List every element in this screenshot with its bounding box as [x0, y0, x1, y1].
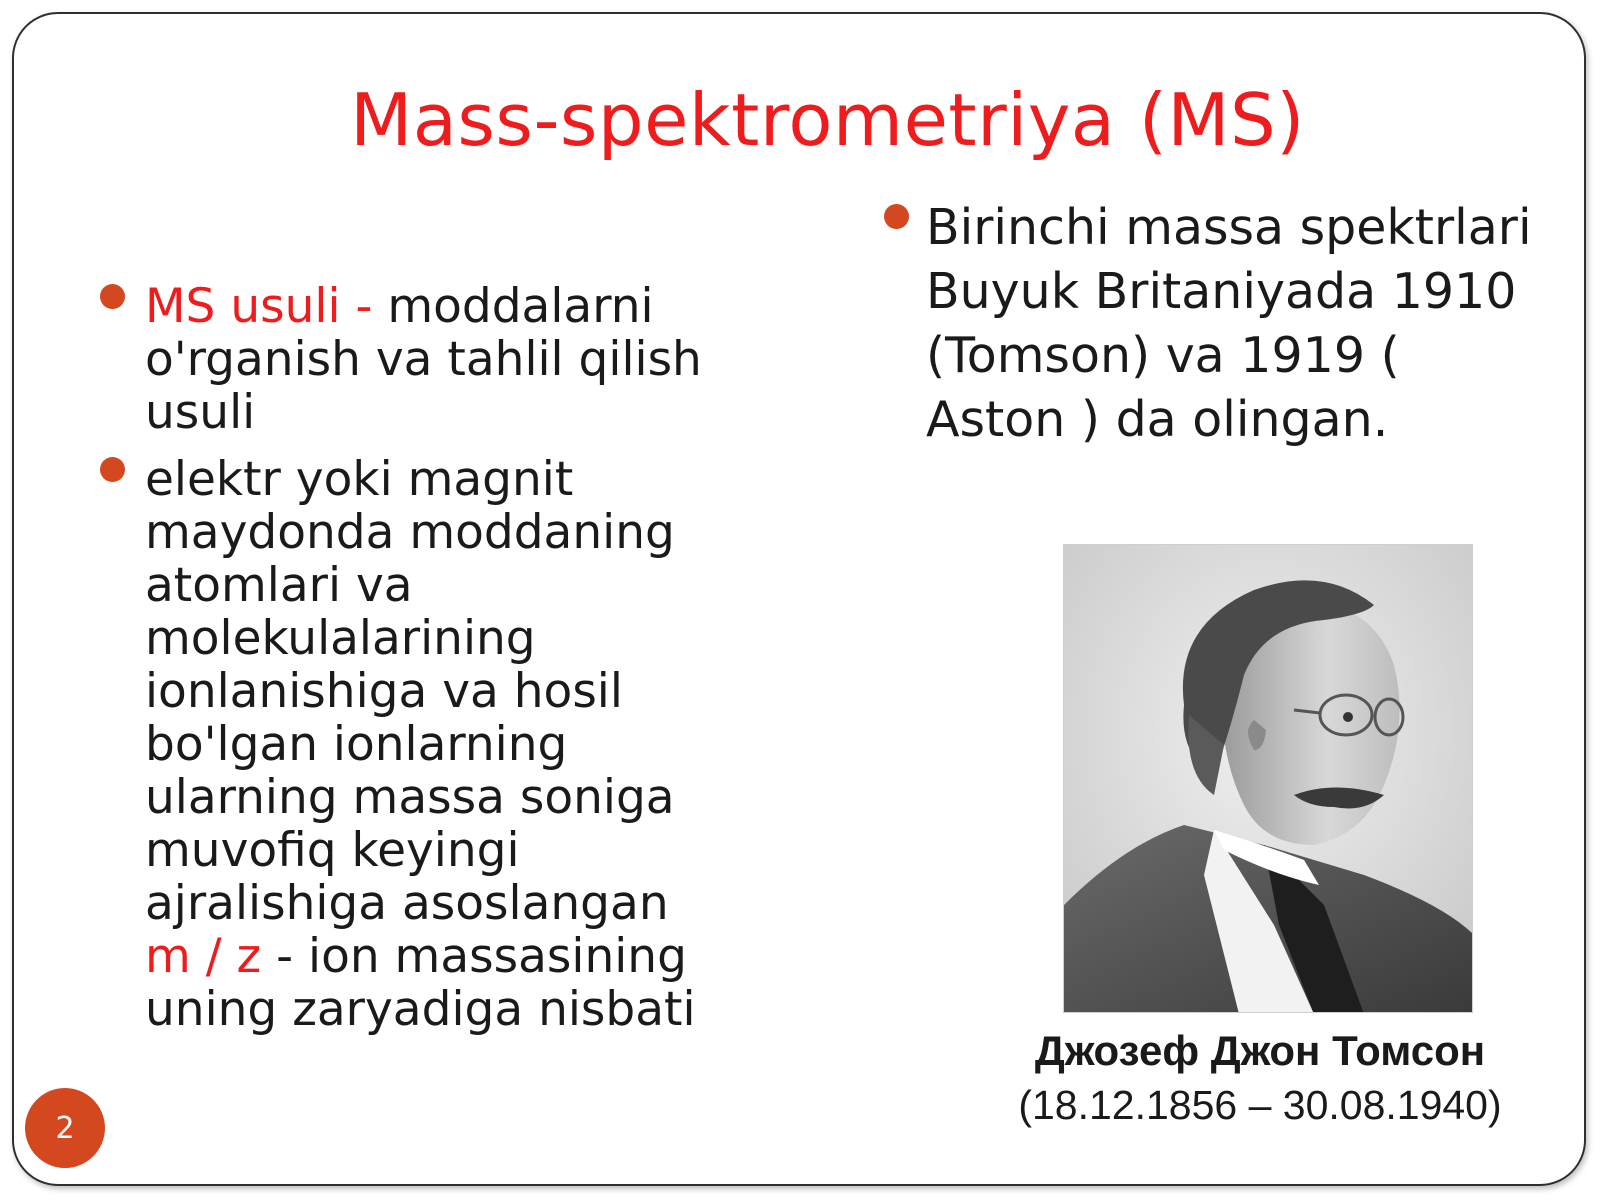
bullet-history: [926, 196, 1546, 452]
bullet-ms-principle: [145, 453, 725, 1036]
portrait-photo: [1063, 544, 1473, 1013]
right-column: [926, 196, 1546, 466]
principle-text-end: - ion massasining uning zaryadiga nisbati: [145, 929, 696, 1037]
bullet-dot-icon: [884, 204, 909, 229]
ms-term: MS usuli -: [145, 279, 373, 334]
portrait-dates: (18.12.1856 – 30.08.1940): [1018, 1082, 1502, 1128]
history-text: Birinchi massa spektrlari Buyuk Britaniyada 1910 (Tomson) va 1919 ( Aston ) da olingan.: [926, 199, 1532, 448]
bullet-dot-icon: [100, 457, 125, 482]
principle-text: elektr yoki magnit maydonda moddaning atomlari va molekulalarining ionlanishiga va hosil bo'lgan ionlarning ularning massa soniga muvofiq keyingi ajralishiga asoslangan: [145, 452, 675, 931]
bullet-ms-definition: [145, 280, 725, 439]
page-number-badge: 2: [25, 1088, 105, 1168]
portrait-illustration: [1064, 545, 1473, 1013]
mz-highlight: m / z: [145, 929, 262, 984]
ms-definition-text: moddalarni o'rganish va tahlil qilish usuli: [145, 279, 702, 440]
portrait-name: Джозеф Джон Томсон: [1034, 1027, 1486, 1074]
bullet-dot-icon: [100, 284, 125, 309]
slide-title: Mass-spektrometriya (MS): [350, 78, 1305, 162]
left-column: [145, 280, 725, 1050]
